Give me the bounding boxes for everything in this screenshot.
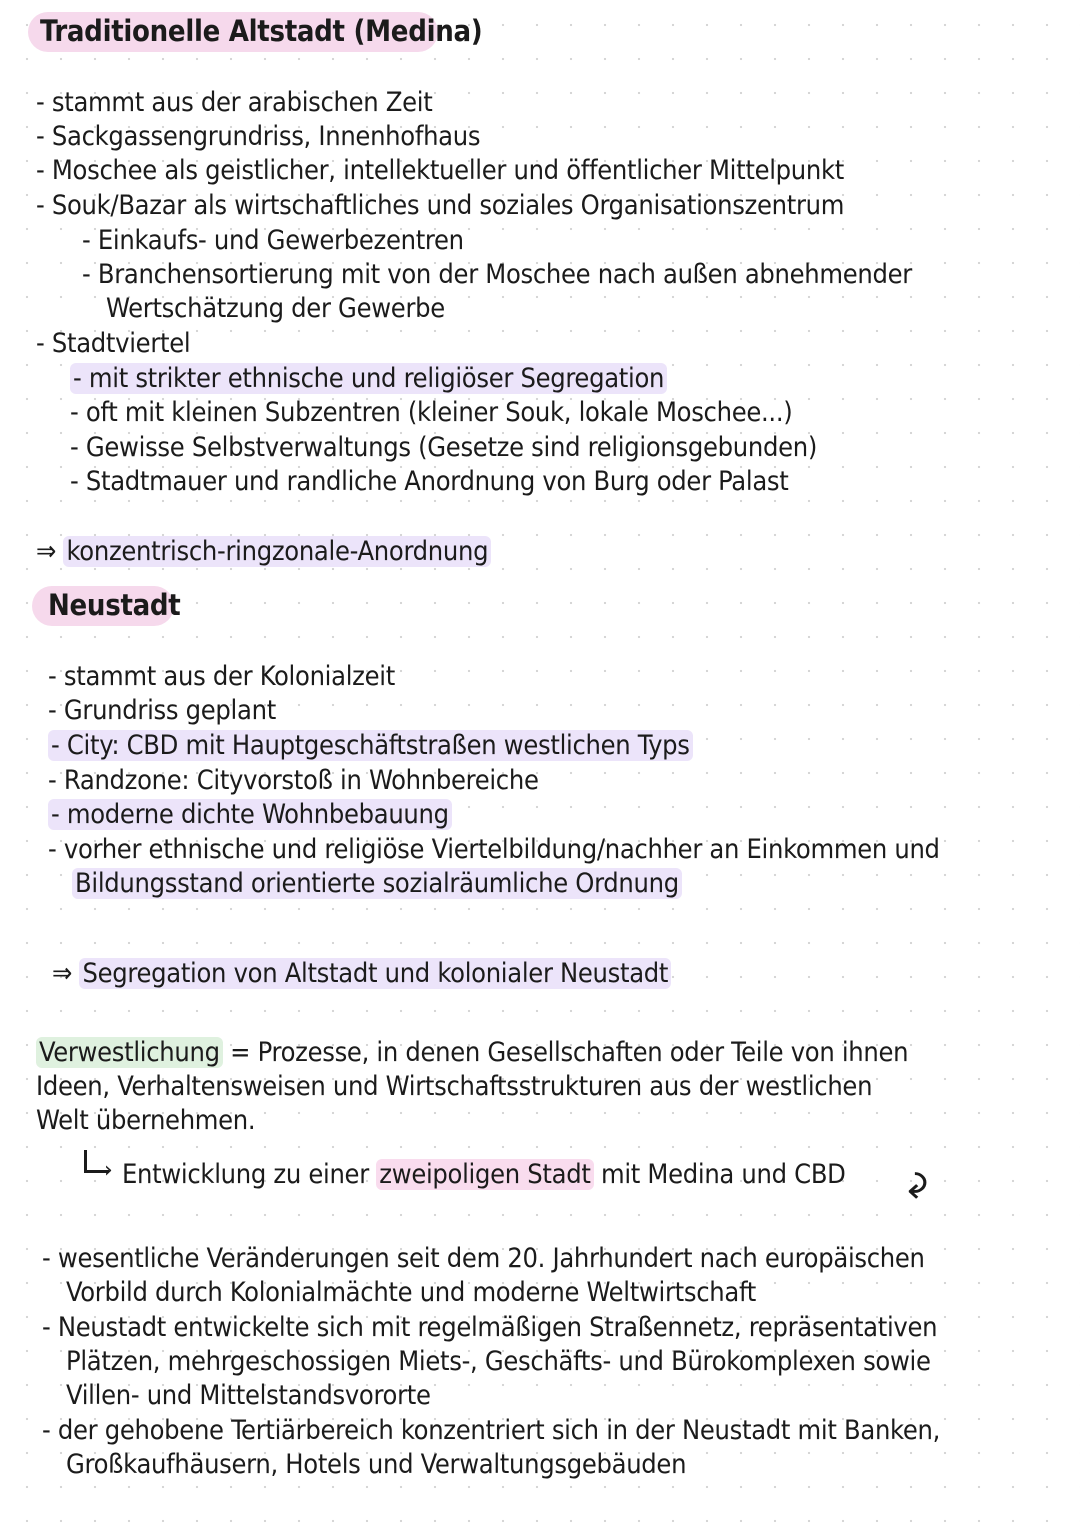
definition-text: = Prozesse, in denen Gesellschaften oder Teile von ihnen [230,1037,909,1068]
list-item [48,729,693,763]
list-item: - oft mit kleinen Subzentren (kleiner Souk, lokale Moschee...) [70,397,793,428]
list-item-continuation: Wertschätzung der Gewerbe [106,293,445,324]
list-item: - Einkaufs- und Gewerbezentren [82,225,464,256]
city-highlight: - City: CBD mit Hauptgeschäftstraßen westlichen Typs [48,730,693,761]
list-item: - Stadtmauer und randliche Anordnung von Burg oder Palast [70,466,789,497]
development-line [122,1158,846,1192]
hook-arrow-head: › [104,1158,113,1183]
list-item: - Randzone: Cityvorstoß in Wohnbereiche [48,765,539,796]
double-arrow-icon: ⇒ [52,958,73,989]
term-verwestlichung: Verwestlichung [36,1037,223,1068]
order-highlight: Bildungsstand orientierte sozialräumliche Ordnung [72,868,682,899]
list-item: - Neustadt entwickelte sich mit regelmäßigen Straßennetz, repräsentativen [42,1312,938,1343]
list-item: - vorher ethnische und religiöse Viertelbildung/nachher an Einkommen und [48,834,940,865]
definition-line: Welt übernehmen. [36,1105,256,1136]
bipolar-city-highlight: zweipoligen Stadt [376,1159,593,1190]
list-item-continuation: Großkaufhäusern, Hotels und Verwaltungsgebäuden [66,1449,687,1480]
segregation-highlight: - mit strikter ethnische und religiöser Segregation [70,363,667,394]
definition-line: Ideen, Verhaltensweisen und Wirtschaftsstrukturen aus der westlichen [36,1071,873,1102]
curved-arrow-icon: ↷ [892,1170,937,1200]
list-item: - Branchensortierung mit von der Moschee nach außen abnehmender [82,259,912,290]
list-item-continuation: Vorbild durch Kolonialmächte und moderne Weltwirtschaft [66,1277,756,1308]
list-item-continuation: Plätzen, mehrgeschossigen Miets-, Geschäfts- und Bürokomplexen sowie [66,1346,931,1377]
list-item: - stammt aus der Kolonialzeit [48,661,395,692]
definition-line [36,1036,908,1070]
development-suffix: mit Medina und CBD [600,1159,846,1190]
conclusion-text: Segregation von Altstadt und kolonialer Neustadt [79,958,671,989]
development-prefix: Entwicklung zu einer [122,1159,369,1190]
double-arrow-icon: ⇒ [36,536,57,567]
section-title-neustadt: Neustadt [48,588,181,622]
list-item: - Souk/Bazar als wirtschaftliches und soziales Organisationszentrum [36,190,845,221]
list-item: - Moschee als geistlicher, intellektueller und öffentlicher Mittelpunkt [36,155,844,186]
conclusion-line [36,535,491,569]
modern-housing-highlight: - moderne dichte Wohnbebauung [48,799,452,830]
list-item [70,362,667,396]
conclusion-text: konzentrisch-ringzonale-Anordnung [63,536,491,567]
list-item: - der gehobene Tertiärbereich konzentriert sich in der Neustadt mit Banken, [42,1415,941,1446]
list-item-continuation: Villen- und Mittelstandsvororte [66,1380,431,1411]
list-item-continuation [72,867,682,901]
list-item: - wesentliche Veränderungen seit dem 20. Jahrhundert nach europäischen [42,1243,925,1274]
list-item: - Gewisse Selbstverwaltungs (Gesetze sind religionsgebunden) [70,432,817,463]
conclusion-line [52,957,671,991]
list-item: - Sackgassengrundriss, Innenhofhaus [36,121,481,152]
list-item: - Stadtviertel [36,328,191,359]
list-item: - Grundriss geplant [48,695,276,726]
list-item [48,798,452,832]
section-title-medina: Traditionelle Altstadt (Medina) [40,14,483,48]
list-item: - stammt aus der arabischen Zeit [36,87,433,118]
